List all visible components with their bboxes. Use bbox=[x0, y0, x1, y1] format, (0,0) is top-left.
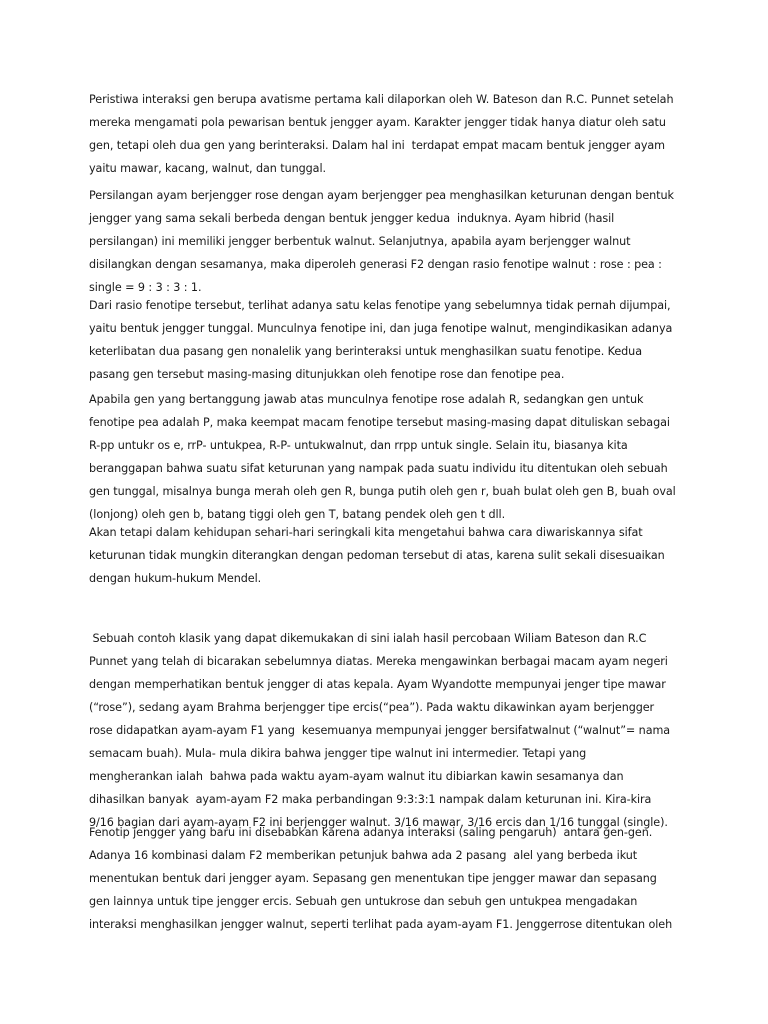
text-line: Dari rasio fenotipe tersebut, terlihat adanya satu kelas fenotipe yang sebelumnya tidak pernah dijumpai, bbox=[89, 299, 671, 312]
paragraph-6 bbox=[89, 627, 670, 834]
text-line: (“rose”), sedang ayam Brahma berjengger tipe ercis(“pea”). Pada waktu dikawinkan ayam berjengger bbox=[89, 701, 655, 714]
text-line: beranggapan bahwa suatu sifat keturunan yang nampak pada suatu individu itu ditentukan oleh sebuah bbox=[89, 462, 668, 475]
text-line: mereka mengamati pola pewarisan bentuk jengger ayam. Karakter jengger tidak hanya diatur oleh satu bbox=[89, 116, 666, 129]
text-line: jengger yang sama sekali berbeda dengan bentuk jengger kedua induknya. Ayam hibrid (hasil bbox=[89, 212, 615, 225]
text-line: gen tunggal, misalnya bunga merah oleh gen R, bunga putih oleh gen r, buah bulat oleh gen B, buah oval bbox=[89, 485, 676, 498]
text-line: Peristiwa interaksi gen berupa avatisme pertama kali dilaporkan oleh W. Bateson dan R.C. Punnet setelah bbox=[89, 93, 674, 106]
text-line: single = 9 : 3 : 3 : 1. bbox=[89, 281, 202, 294]
text-line: fenotipe pea adalah P, maka keempat macam fenotipe tersebut masing-masing dapat dituliskan sebagai bbox=[89, 416, 670, 429]
paragraph-2 bbox=[89, 184, 674, 299]
text-line: keturunan tidak mungkin diterangkan dengan pedoman tersebut di atas, karena sulit sekali disesuaikan bbox=[89, 549, 665, 562]
text-line: persilangan) ini memiliki jengger berbentuk walnut. Selanjutnya, apabila ayam berjengger walnut bbox=[89, 235, 631, 248]
text-line: Adanya 16 kombinasi dalam F2 memberikan petunjuk bahwa ada 2 pasang alel yang berbeda ikut bbox=[89, 849, 638, 862]
text-line: pasang gen tersebut masing-masing ditunjukkan oleh fenotipe rose dan fenotipe pea. bbox=[89, 368, 565, 381]
text-line: 9/16 bagian dari ayam-ayam F2 ini berjengger walnut. 3/16 mawar, 3/16 ercis dan 1/16 tunggal (single). bbox=[89, 816, 668, 829]
text-line: mengherankan ialah bahwa pada waktu ayam-ayam walnut itu dibiarkan kawin sesamanya dan bbox=[89, 770, 624, 783]
text-line: dengan memperhatikan bentuk jengger di atas kepala. Ayam Wyandotte mempunyai jenger tipe mawar bbox=[89, 678, 666, 691]
paragraph-5 bbox=[89, 521, 665, 590]
text-line: semacam buah). Mula- mula dikira bahwa jengger tipe walnut ini intermedier. Tetapi yang bbox=[89, 747, 587, 760]
text-line: Fenotip jengger yang baru ini disebabkan karena adanya interaksi (saling pengaruh) antara gen-gen. bbox=[89, 826, 653, 839]
paragraph-7 bbox=[89, 821, 672, 936]
text-line: (lonjong) oleh gen b, batang tiggi oleh gen T, batang pendek oleh gen t dll. bbox=[89, 508, 506, 521]
text-line: Persilangan ayam berjengger rose dengan ayam berjengger pea menghasilkan keturunan dengan bentuk bbox=[89, 189, 674, 202]
text-line: rose didapatkan ayam-ayam F1 yang kesemuanya mempunyai jengger bersifatwalnut (“walnut”= nama bbox=[89, 724, 671, 737]
text-line: Akan tetapi dalam kehidupan sehari-hari seringkali kita mengetahui bahwa cara diwariskannya sifat bbox=[89, 526, 643, 539]
paragraph-3 bbox=[89, 294, 672, 386]
text-line: dihasilkan banyak ayam-ayam F2 maka perbandingan 9:3:3:1 nampak dalam keturunan ini. Kira-kira bbox=[89, 793, 652, 806]
text-line: keterlibatan dua pasang gen nonalelik yang berinteraksi untuk menghasilkan suatu fenotipe. Kedua bbox=[89, 345, 642, 358]
text-line: gen lainnya untuk tipe jengger ercis. Sebuah gen untukrose dan sebuh gen untukpea mengadakan bbox=[89, 895, 638, 908]
text-line: Punnet yang telah di bicarakan sebelumnya diatas. Mereka mengawinkan berbagai macam ayam negeri bbox=[89, 655, 668, 668]
text-line: gen, tetapi oleh dua gen yang berinteraksi. Dalam hal ini terdapat empat macam bentuk jengger ayam bbox=[89, 139, 666, 152]
paragraph-4 bbox=[89, 388, 676, 526]
text-line: yaitu bentuk jengger tunggal. Munculnya fenotipe ini, dan juga fenotipe walnut, mengindikasikan adanya bbox=[89, 322, 673, 335]
text-line: menentukan bentuk dari jengger ayam. Sepasang gen menentukan tipe jengger mawar dan sepasang bbox=[89, 872, 657, 885]
text-line: disilangkan dengan sesamanya, maka diperoleh generasi F2 dengan rasio fenotipe walnut : rose : pea : bbox=[89, 258, 662, 271]
text-line: Apabila gen yang bertanggung jawab atas munculnya fenotipe rose adalah R, sedangkan gen untuk bbox=[89, 393, 644, 406]
paragraph-1 bbox=[89, 88, 673, 180]
text-line: Sebuah contoh klasik yang dapat dikemukakan di sini ialah hasil percobaan Wiliam Bateson dan R.C bbox=[89, 632, 647, 645]
text-line: dengan hukum-hukum Mendel. bbox=[89, 572, 262, 585]
text-line: yaitu mawar, kacang, walnut, dan tunggal. bbox=[89, 162, 326, 175]
text-line: R-pp untukr os e, rrP- untukpea, R-P- untukwalnut, dan rrpp untuk single. Selain itu, biasanya kita bbox=[89, 439, 628, 452]
text-line: interaksi menghasilkan jengger walnut, seperti terlihat pada ayam-ayam F1. Jenggerrose ditentukan oleh bbox=[89, 918, 673, 931]
